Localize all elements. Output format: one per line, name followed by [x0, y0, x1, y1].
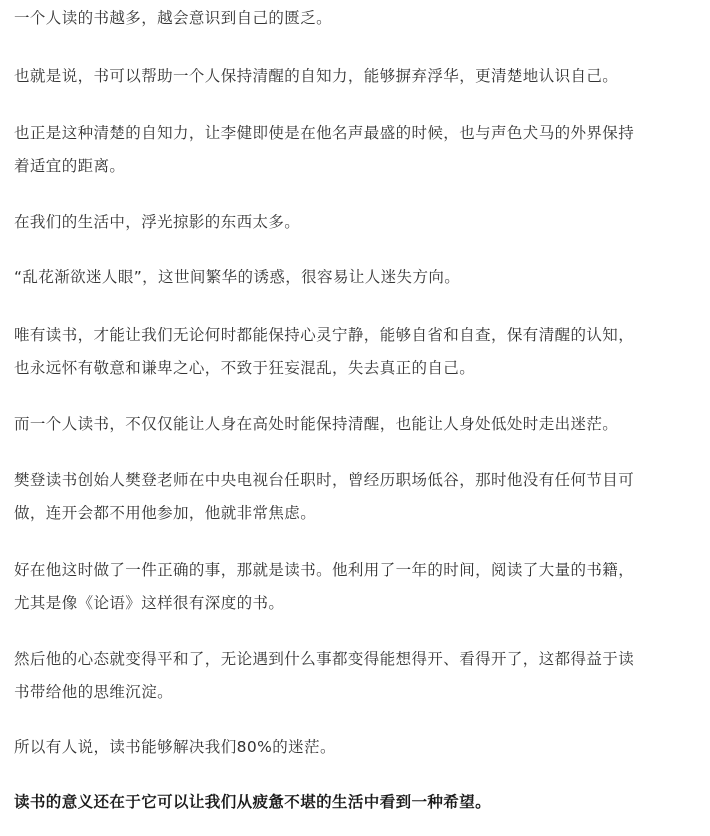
text-line: 做，连开会都不用他参加，他就非常焦虑。: [14, 504, 317, 522]
paragraph: [14, 731, 696, 764]
text-line: 一个人读的书越多，越会意识到自己的匮乏。: [14, 9, 333, 27]
text-line: 所以有人说，读书能够解决我们80%的迷茫。: [14, 738, 336, 756]
text-line: 樊登读书创始人樊登老师在中央电视台任职时，曾经历职场低谷，那时他没有任何节目可: [14, 471, 635, 489]
text-line: 着适宜的距离。: [14, 157, 126, 175]
paragraph: [14, 319, 696, 385]
paragraph: [14, 408, 696, 441]
paragraph: [14, 261, 696, 294]
paragraph: [14, 643, 696, 709]
text-line: 读书的意义还在于它可以让我们从疲惫不堪的生活中看到一种希望。: [14, 793, 492, 811]
text-line: “乱花渐欲迷人眼”，这世间繁华的诱惑，很容易让人迷失方向。: [14, 268, 461, 286]
text-line: 好在他这时做了一件正确的事，那就是读书。他利用了一年的时间，阅读了大量的书籍，: [14, 561, 635, 579]
text-line: 而一个人读书，不仅仅能让人身在高处时能保持清醒，也能让人身处低处时走出迷茫。: [14, 415, 619, 433]
text-line: 也就是说，书可以帮助一个人保持清醒的自知力，能够摒弃浮华，更清楚地认识自己。: [14, 67, 619, 85]
paragraph: [14, 117, 696, 183]
paragraph: [14, 464, 696, 530]
text-line: 然后他的心态就变得平和了，无论遇到什么事都变得能想得开、看得开了，这都得益于读: [14, 650, 635, 668]
text-line: 尤其是像《论语》这样很有深度的书。: [14, 594, 285, 612]
paragraph-emphasis: [14, 786, 696, 819]
text-line: 书带给他的思维沉淀。: [14, 683, 174, 701]
paragraph: [14, 2, 696, 35]
paragraph: [14, 554, 696, 620]
text-line: 在我们的生活中，浮光掠影的东西太多。: [14, 213, 301, 231]
text-line: 也正是这种清楚的自知力，让李健即使是在他名声最盛的时候，也与声色犬马的外界保持: [14, 124, 635, 142]
paragraph: [14, 206, 696, 239]
paragraph: [14, 60, 696, 93]
text-line: 唯有读书，才能让我们无论何时都能保持心灵宁静，能够自省和自查，保有清醒的认知，: [14, 326, 635, 344]
text-line: 也永远怀有敬意和谦卑之心，不致于狂妄混乱，失去真正的自己。: [14, 359, 476, 377]
